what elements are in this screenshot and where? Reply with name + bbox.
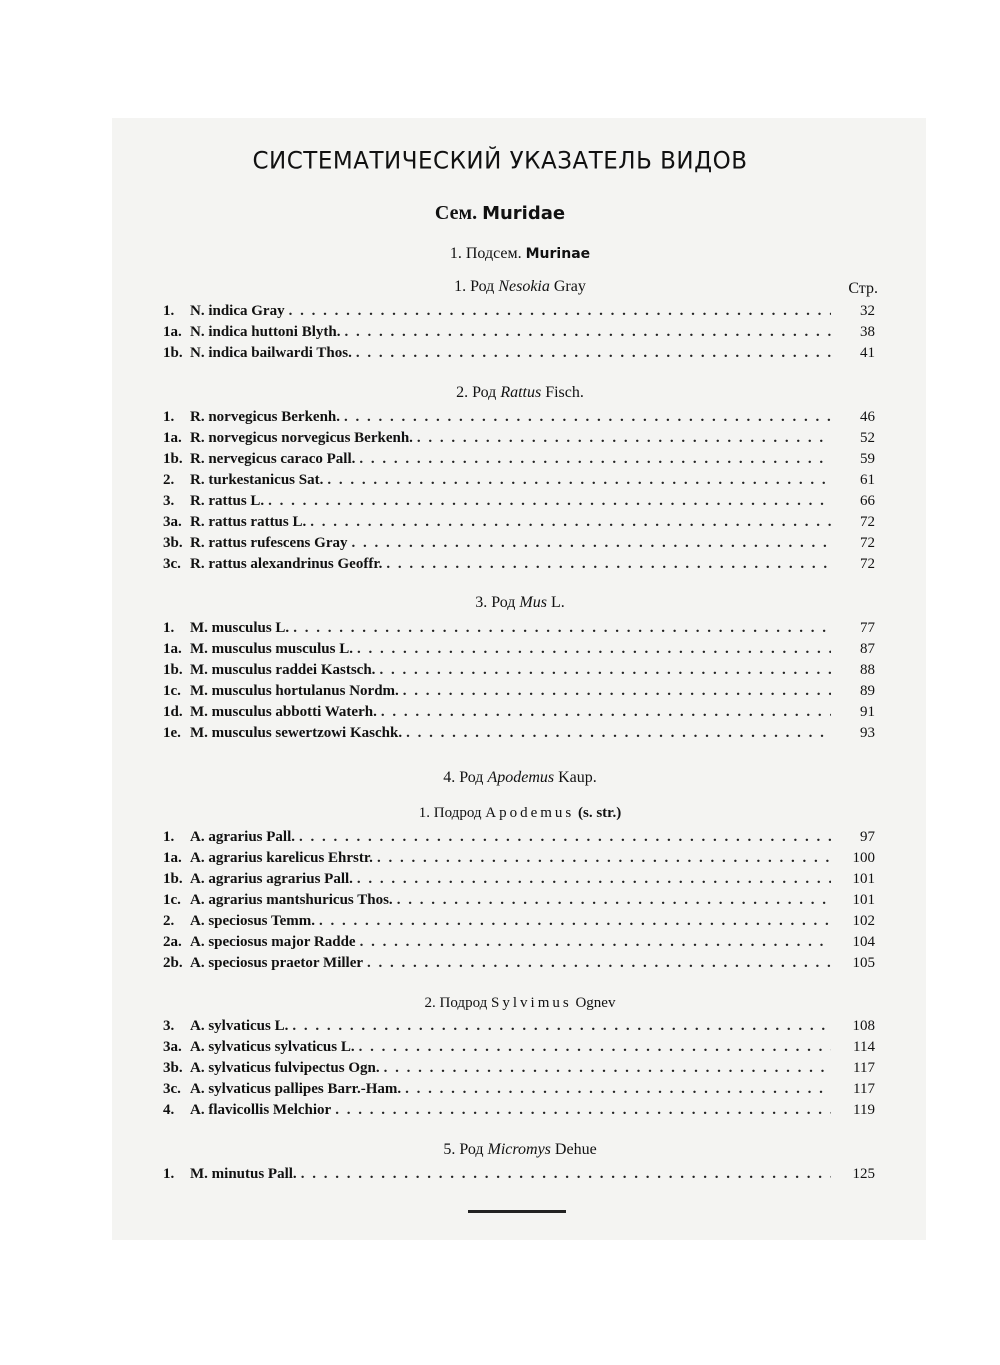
entry-species-name: A. agrarius mantshuricus Thos. [190,892,393,908]
dot-leader [367,955,831,972]
index-entry [163,913,875,934]
dot-leader [335,1102,831,1119]
entry-species-name: A. sylvaticus fulvipectus Ogn. [190,1060,380,1076]
genus-name: Apodemus [487,769,555,786]
entry-species-name: A. agrarius agrarius Pall. [190,871,353,887]
genus-rod-label: Род [470,278,495,295]
entry-page-number: 66 [860,493,875,509]
index-entry [163,641,875,662]
entry-species-name: R. nervegicus caraco Pall. [190,451,356,467]
dot-leader [301,1166,831,1183]
dot-leader [293,620,831,637]
index-entry [163,829,875,850]
subgenus-label: 2. Подрод [424,995,488,1011]
entry-page-number: 100 [852,850,875,866]
subgenus-label: 1. Подрод [418,805,482,821]
family-heading [0,202,1000,225]
entry-species-name: N. indica bailwardi Thos. [190,345,352,361]
index-entry [163,514,875,535]
dot-leader [359,1039,831,1056]
index-entry [163,1060,875,1081]
entry-number: 1. [163,1166,175,1182]
entry-page-number: 89 [860,683,875,699]
entry-number: 1a. [163,324,182,340]
dot-leader [384,1060,831,1077]
dot-leader [405,1081,831,1098]
index-entry [163,704,875,725]
subfamily-heading [300,245,740,263]
entry-page-number: 32 [860,303,875,319]
index-entry [163,451,875,472]
entry-page-number: 117 [853,1081,875,1097]
page-column-header: Стр. [848,280,878,297]
dot-leader [357,871,831,888]
genus-name: Micromys [487,1141,551,1158]
dot-leader [406,725,831,742]
genus-author: Fisch. [545,384,584,401]
index-entry [163,345,875,366]
entry-page-number: 102 [852,913,875,929]
dot-leader [344,324,831,341]
entry-page-number: 72 [860,535,875,551]
entry-page-number: 125 [852,1166,875,1182]
family-name: Muridae [482,203,566,224]
genus-author: Gray [553,278,586,295]
genus-number: 3. [475,594,488,611]
family-prefix: Сем. [434,202,478,224]
entry-species-name: A. sylvaticus sylvaticus L. [190,1039,355,1055]
genus-heading-rattus [300,384,740,402]
index-entry [163,430,875,451]
entry-number: 1c. [163,892,181,908]
dot-leader [379,662,831,679]
subgenus-author: (s. str.) [578,805,622,821]
entry-species-name: M. musculus hortulanus Nordm. [190,683,399,699]
entry-page-number: 77 [860,620,875,636]
entry-species-name: M. musculus raddei Kastsch. [190,662,376,678]
dot-leader [289,303,831,320]
subgenus-author: Ognev [575,995,616,1011]
entry-number: 3b. [163,535,183,551]
dot-leader [356,345,831,362]
entry-species-name: A. sylvaticus L. [190,1018,289,1034]
entry-page-number: 93 [860,725,875,741]
entry-number: 1. [163,829,175,845]
entry-species-name: R. norvegicus norvegicus Berkenh. [190,430,413,446]
subgenus-name: Sylvimus [491,995,572,1011]
entry-number: 3a. [163,514,182,530]
closing-rule [468,1210,566,1213]
entry-page-number: 72 [860,514,875,530]
entry-number: 1e. [163,725,181,741]
index-entry [163,1166,875,1187]
entry-number: 2. [163,913,175,929]
dot-leader [310,514,831,531]
entry-species-name: A. speciosus praetor Miller [190,955,364,971]
dot-leader [344,409,831,426]
entry-number: 1b. [163,871,183,887]
entry-number: 1. [163,303,175,319]
genus-author: L. [550,594,565,611]
entry-page-number: 108 [852,1018,875,1034]
genus-number: 1. [454,278,467,295]
dot-leader [319,913,831,930]
genus-name: Rattus [500,384,542,401]
entry-species-name: R. rattus rattus L. [190,514,307,530]
genus-number: 2. [456,384,469,401]
subfamily-name: Murinae [525,246,591,262]
entry-page-number: 61 [860,472,875,488]
page-title: СИСТЕМАТИЧЕСКИЙ УКАЗАТЕЛЬ ВИДОВ [252,147,748,175]
entry-page-number: 41 [860,345,875,361]
entry-number: 1a. [163,850,182,866]
dot-leader [377,850,831,867]
dot-leader [292,1018,831,1035]
genus-name: Mus [519,594,547,611]
entry-species-name: A. speciosus Temm. [190,913,316,929]
subgenus-name: Apodemus [485,805,575,821]
genus-heading-micromys [300,1141,740,1159]
genus-heading-apodemus [300,769,740,787]
entry-page-number: 101 [852,871,875,887]
genus-heading-nesokia [300,278,740,296]
index-entry [163,556,875,577]
entry-number: 3c. [163,1081,181,1097]
entry-page-number: 38 [860,324,875,340]
dot-leader [357,641,831,658]
entry-species-name: R. rattus alexandrinus Geoffr. [190,556,383,572]
entry-page-number: 97 [860,829,875,845]
entry-species-name: R. rattus rufescens Gray [190,535,348,551]
genus-name: Nesokia [498,278,550,295]
entry-species-name: R. norvegicus Berkenh. [190,409,340,425]
entry-page-number: 72 [860,556,875,572]
entry-species-name: M. musculus abbotti Waterh. [190,704,377,720]
index-entry [163,1018,875,1039]
genus-number: 4. [443,769,456,786]
index-entry [163,955,875,976]
entry-page-number: 88 [860,662,875,678]
dot-leader [268,493,831,510]
dot-leader [360,934,831,951]
genus-author: Dehue [554,1141,597,1158]
dot-leader [351,535,831,552]
genus-rod-label: Род [459,769,484,786]
entry-page-number: 119 [853,1102,875,1118]
dot-leader [403,683,831,700]
entry-page-number: 91 [860,704,875,720]
entry-page-number: 105 [852,955,875,971]
subgenus-heading-apodemus [300,805,740,822]
index-entry [163,620,875,641]
dot-leader [299,829,831,846]
index-entry [163,303,875,324]
entry-species-name: A. agrarius karelicus Ehrstr. [190,850,373,866]
genus-author: Kaup. [558,769,597,786]
genus-rod-label: Род [459,1141,484,1158]
entry-species-name: M. musculus musculus L. [190,641,353,657]
entry-species-name: R. turkestanicus Sat. [190,472,324,488]
entry-species-name: A. flavicollis Melchior [190,1102,332,1118]
entry-species-name: M. musculus sewertzowi Kaschk. [190,725,403,741]
entry-number: 2. [163,472,175,488]
dot-leader [381,704,831,721]
index-entry [163,725,875,746]
entry-number: 2b. [163,955,183,971]
entry-species-name: M. musculus L. [190,620,290,636]
subgenus-heading-sylvimus [300,995,740,1012]
entry-number: 3. [163,1018,175,1034]
index-entry [163,324,875,345]
index-entry [163,683,875,704]
entry-page-number: 52 [860,430,875,446]
genus-rod-label: Род [491,594,516,611]
entry-number: 1a. [163,430,182,446]
index-entry [163,535,875,556]
entry-number: 3. [163,493,175,509]
entry-number: 3c. [163,556,181,572]
index-entry [163,472,875,493]
index-entry [163,1039,875,1060]
dot-leader [417,430,831,447]
entry-page-number: 114 [853,1039,875,1055]
entry-number: 1b. [163,451,183,467]
entry-number: 3a. [163,1039,182,1055]
index-entry [163,1102,875,1123]
dot-leader [359,451,831,468]
index-entry [163,409,875,430]
entry-number: 1. [163,620,175,636]
genus-number: 5. [443,1141,456,1158]
entry-number: 1b. [163,345,183,361]
index-entry [163,850,875,871]
entry-species-name: R. rattus L. [190,493,265,509]
entry-number: 2a. [163,934,182,950]
entry-species-name: N. indica huttoni Blyth. [190,324,341,340]
genus-heading-mus [300,594,740,612]
entry-page-number: 59 [860,451,875,467]
entry-species-name: A. speciosus major Radde [190,934,356,950]
index-entry [163,892,875,913]
entry-number: 3b. [163,1060,183,1076]
entry-page-number: 104 [852,934,875,950]
index-entry [163,934,875,955]
dot-leader [327,472,831,489]
dot-leader [386,556,831,573]
entry-page-number: 87 [860,641,875,657]
entry-number: 1b. [163,662,183,678]
entry-page-number: 117 [853,1060,875,1076]
index-entry [163,662,875,683]
index-entry [163,871,875,892]
subfamily-prefix: 1. Подсем. [449,245,522,262]
entry-page-number: 101 [852,892,875,908]
index-entry [163,493,875,514]
entry-number: 1c. [163,683,181,699]
entry-number: 1a. [163,641,182,657]
entry-species-name: A. sylvaticus pallipes Barr.-Ham. [190,1081,402,1097]
entry-number: 1d. [163,704,183,720]
entry-number: 4. [163,1102,175,1118]
index-entry [163,1081,875,1102]
entry-number: 1. [163,409,175,425]
dot-leader [397,892,831,909]
genus-rod-label: Род [472,384,497,401]
entry-species-name: M. minutus Pall. [190,1166,297,1182]
entry-page-number: 46 [860,409,875,425]
entry-species-name: A. agrarius Pall. [190,829,295,845]
entry-species-name: N. indica Gray [190,303,285,319]
